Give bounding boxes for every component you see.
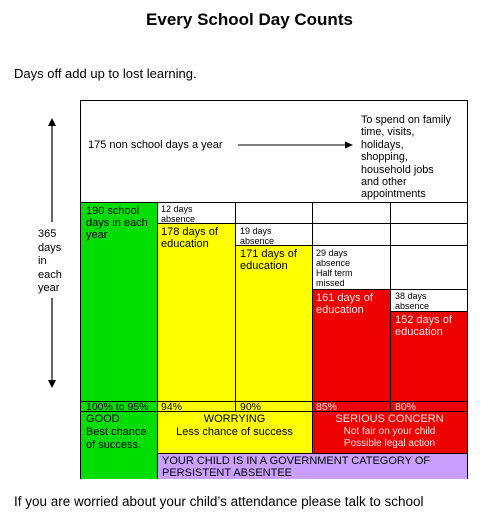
rating-good: GOOD Best chance of success. [86, 413, 147, 451]
percent-94: 94% [161, 401, 183, 413]
reason-line: and other [361, 176, 407, 189]
school-days-label: 190 school days in each year [86, 205, 148, 241]
year-label [38, 228, 62, 296]
rating-serious: SERIOUS CONCERN Not fair on your child Possible legal action [335, 413, 444, 449]
absence-label-29: 29 days absence Half term missed [316, 248, 353, 288]
year-label-line: year [38, 282, 60, 294]
education-days-152: 152 days of education [395, 314, 452, 338]
reason-line: household jobs [361, 163, 434, 176]
percent-100-95: 100% to 95% [86, 401, 149, 413]
education-days-161: 161 days of education [316, 292, 373, 316]
non-school-days-label: 175 non school days a year [88, 139, 223, 151]
arrow-right-icon [238, 140, 353, 150]
reason-line: time, visits, [361, 126, 415, 139]
year-label-line: each [38, 268, 62, 281]
percent-80: 80% [395, 401, 417, 413]
absence-label-38: 38 days absence [395, 291, 430, 311]
intro-text: Days off add up to lost learning. [14, 66, 197, 81]
year-label-line: in [38, 255, 47, 267]
reasons-list [361, 114, 451, 201]
reason-line: shopping, [361, 151, 408, 164]
year-label-line: days [38, 241, 62, 254]
absence-label-19: 19 days absence [240, 226, 275, 246]
reason-line: To spend on family [361, 114, 452, 126]
page-title: Every School Day Counts [146, 10, 353, 29]
percent-85: 85% [316, 401, 338, 413]
absence-label-12: 12 days absence [161, 204, 196, 224]
year-label-line: 365 [38, 228, 57, 240]
reason-line: holidays, [361, 138, 404, 151]
column-yellow-94 [157, 223, 235, 411]
rating-worrying: WORRYING Less chance of success [176, 413, 293, 438]
persistent-absentee-note: YOUR CHILD IS IN A GOVERNMENT CATEGORY OF PERSISTENT ABSENTEE [162, 455, 431, 479]
percent-90: 90% [240, 401, 262, 413]
reason-line: appointments [361, 188, 426, 201]
education-days-171: 171 days of education [240, 248, 297, 272]
education-days-178: 178 days of education [161, 226, 218, 250]
footer-text: If you are worried about your child’s attendance please talk to school [14, 494, 424, 509]
